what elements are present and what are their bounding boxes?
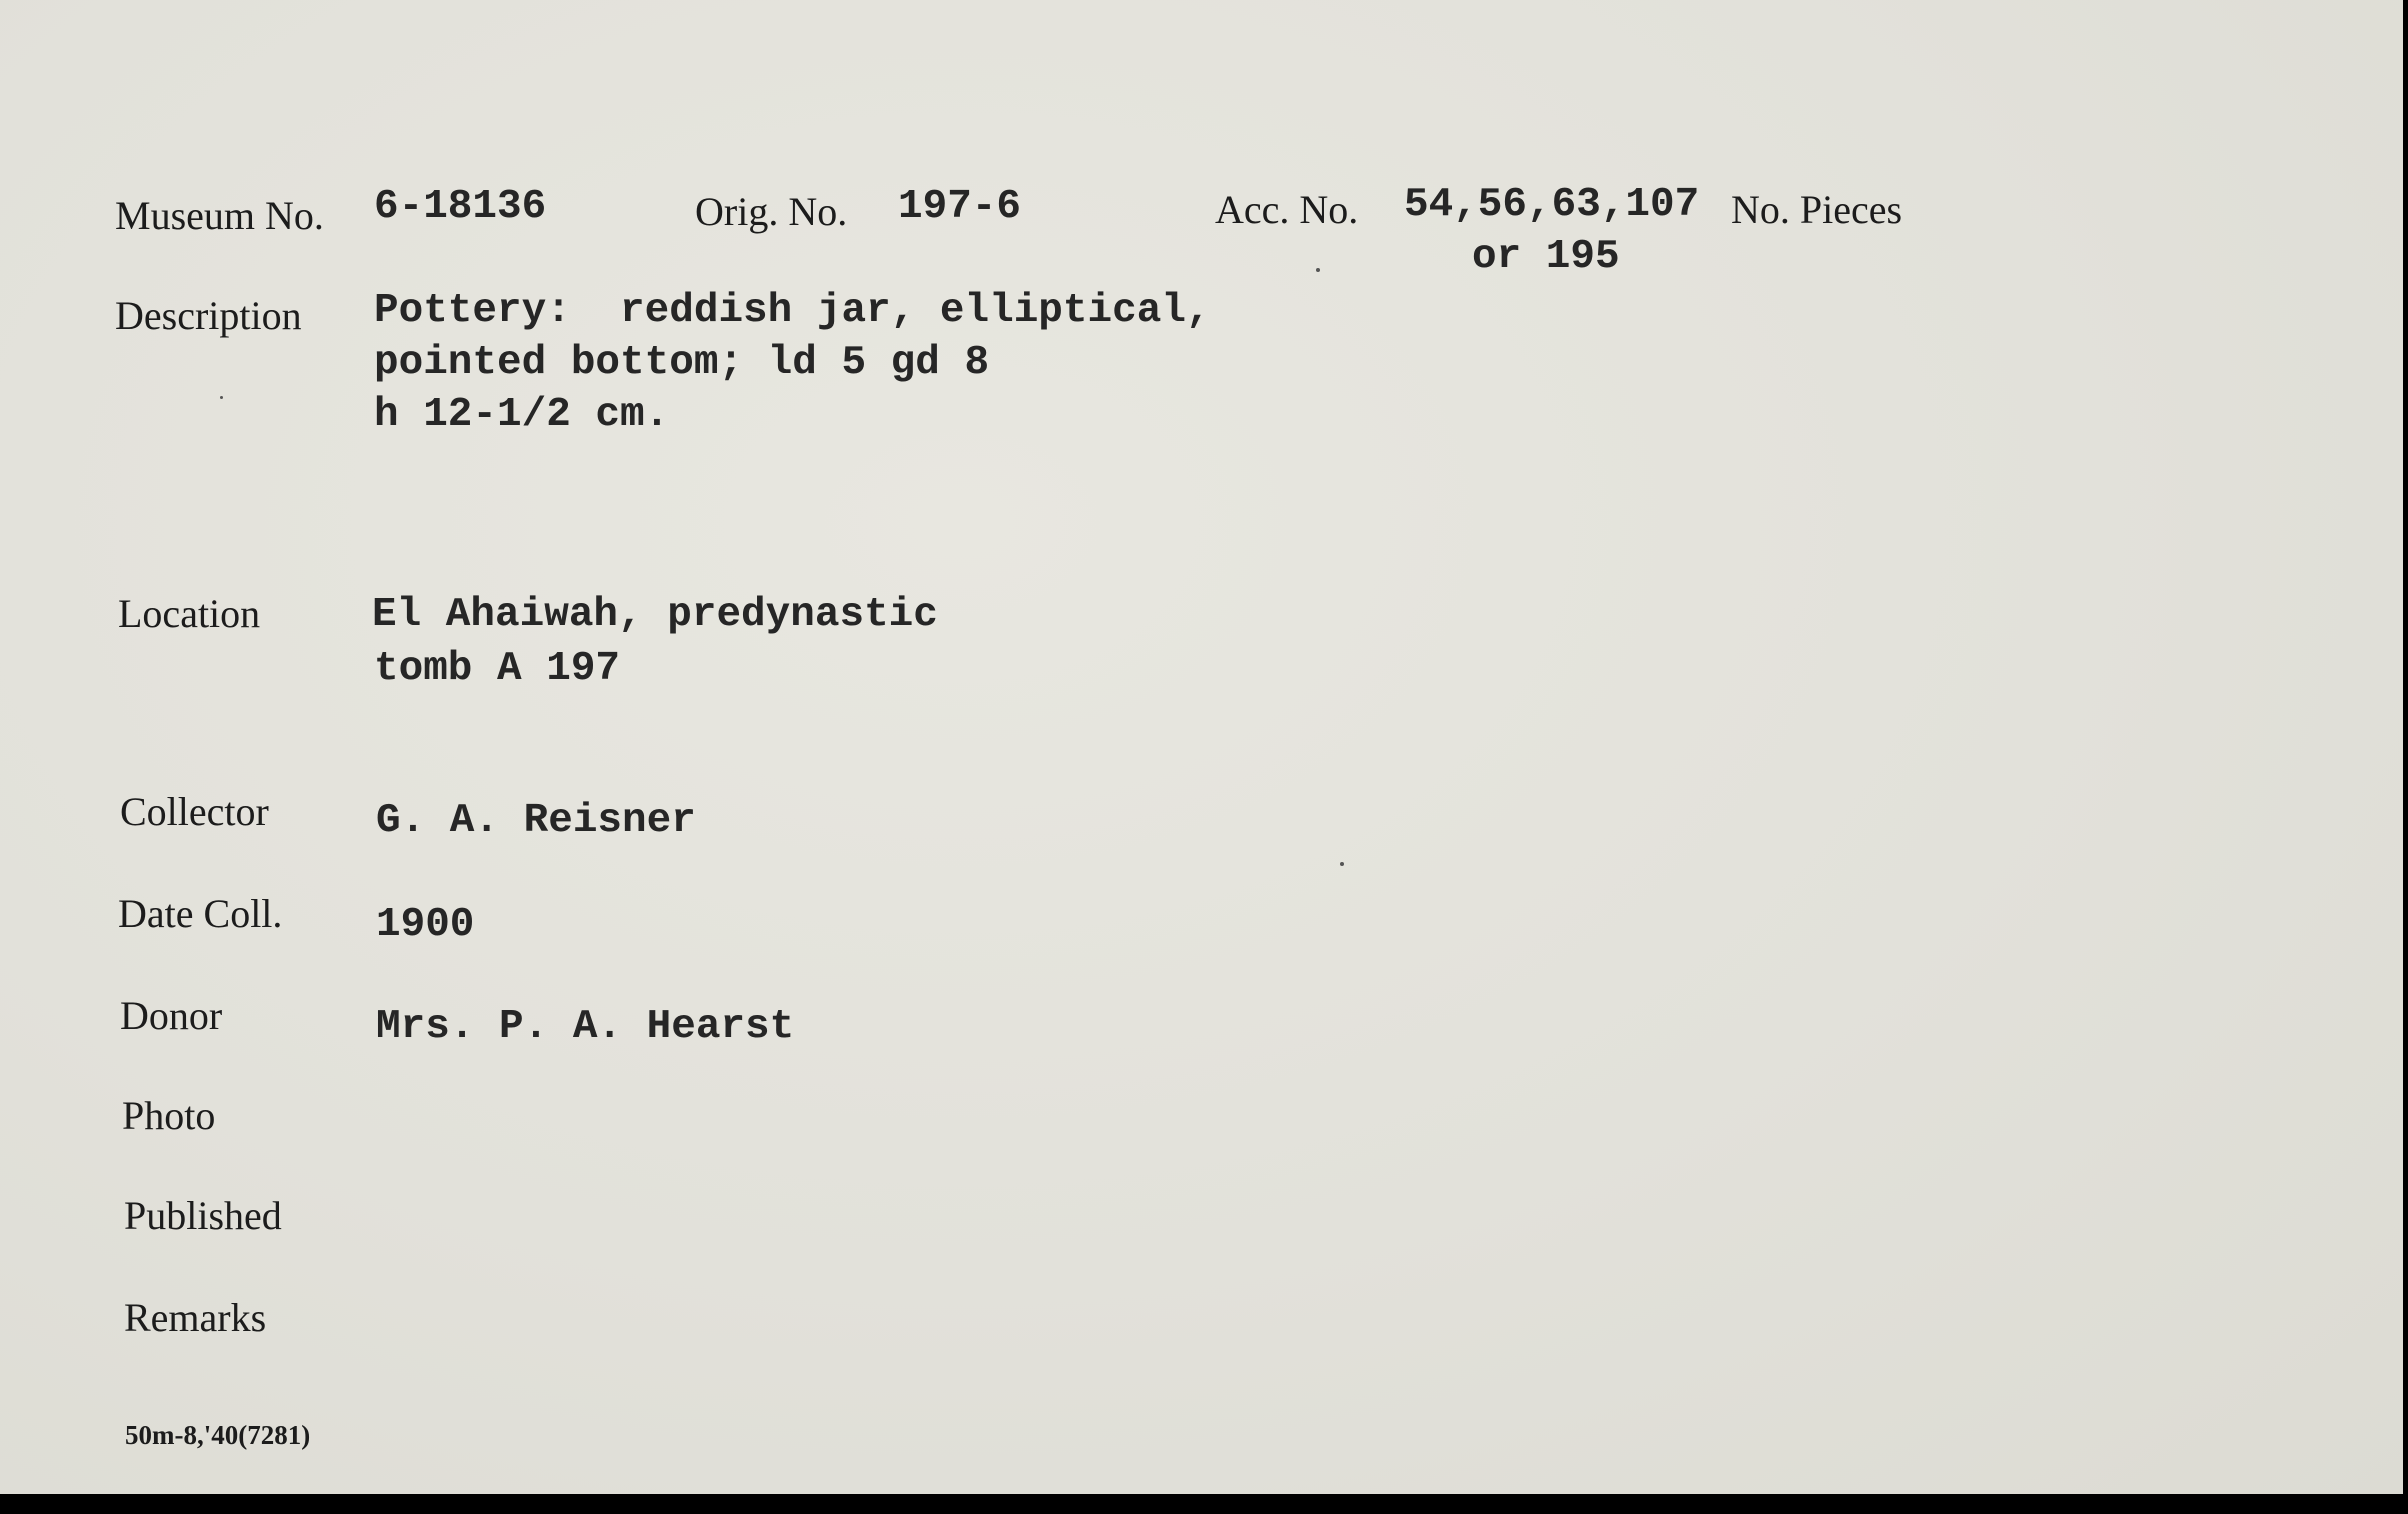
- photo-label: Photo: [122, 1093, 216, 1138]
- collector-value: G. A. Reisner: [376, 798, 696, 844]
- location-label: Location: [118, 591, 261, 636]
- print-code: 50m-8,'40(7281): [125, 1420, 311, 1450]
- acc-no-value-line2: or 195: [1472, 234, 1620, 280]
- acc-no-value-line1: 54,56,63,107: [1404, 182, 1700, 228]
- description-line-2: pointed bottom; ld 5 gd 8: [374, 340, 990, 386]
- museum-no-value: 6-18136: [374, 184, 547, 230]
- published-label: Published: [124, 1193, 282, 1238]
- paper-speck: [1316, 268, 1320, 272]
- remarks-label: Remarks: [124, 1295, 267, 1340]
- description-line-1: Pottery: reddish jar, elliptical,: [374, 288, 1211, 334]
- orig-no-label: Orig. No.: [695, 189, 848, 234]
- scan-border-right: [2403, 0, 2408, 1514]
- collector-label: Collector: [120, 789, 269, 834]
- location-line-2: tomb A 197: [374, 646, 621, 692]
- date-coll-value: 1900: [376, 902, 475, 948]
- donor-value: Mrs. P. A. Hearst: [376, 1004, 795, 1050]
- donor-label: Donor: [120, 993, 223, 1038]
- scan-border-bottom: [0, 1494, 2408, 1514]
- description-line-3: h 12-1/2 cm.: [374, 392, 670, 438]
- description-label: Description: [115, 293, 302, 338]
- orig-no-value: 197-6: [898, 184, 1022, 230]
- location-line-1: El Ahaiwah, predynastic: [372, 592, 938, 638]
- paper-speck: [220, 396, 223, 399]
- acc-no-label: Acc. No.: [1215, 187, 1359, 232]
- museum-no-label: Museum No.: [115, 193, 324, 238]
- no-pieces-label: No. Pieces: [1731, 187, 1903, 232]
- paper-speck: [1340, 862, 1344, 866]
- date-coll-label: Date Coll.: [118, 891, 283, 936]
